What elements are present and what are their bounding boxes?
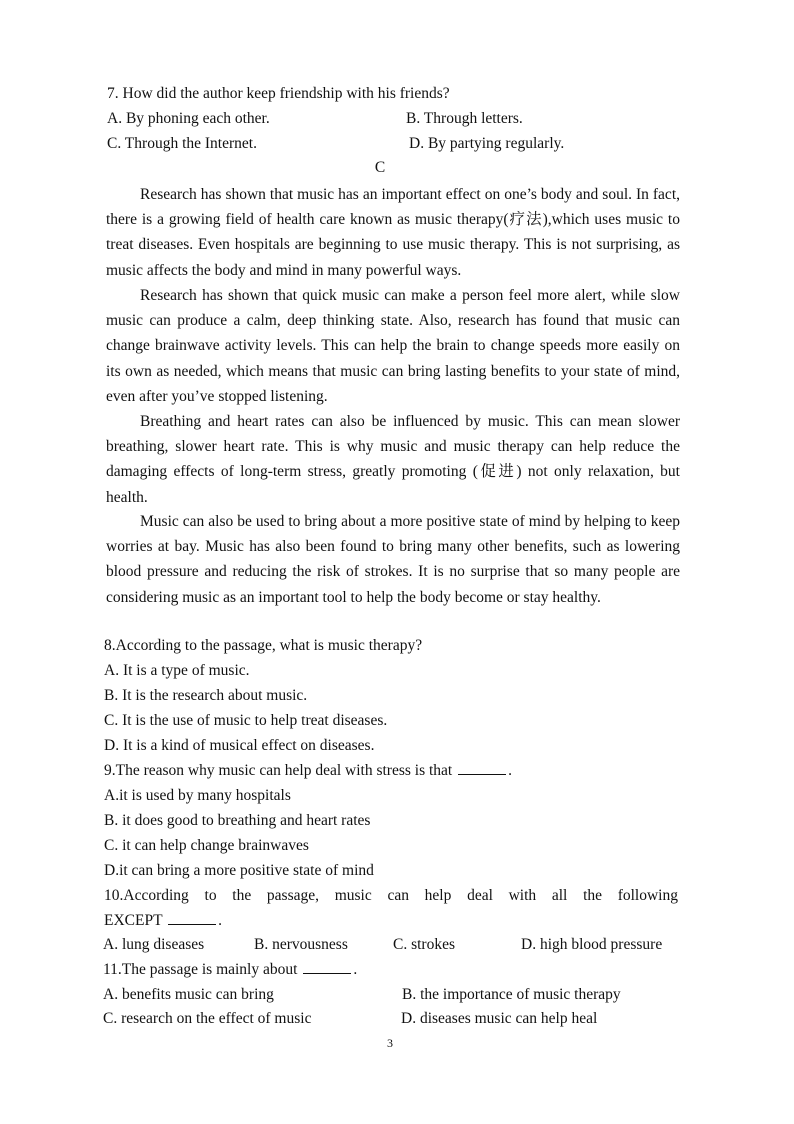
section-heading: C [374,159,386,176]
page-number: 3 [387,1036,393,1050]
q10-option-d: D. high blood pressure [521,936,663,953]
question-8: 8.According to the passage, what is music therapy? [104,637,423,654]
q8-option-a: A. It is a type of music. [104,662,250,679]
q8-option-d: D. It is a kind of musical effect on diseases. [104,737,375,754]
question-11 [103,960,357,980]
q11-option-b: B. the importance of music therapy [402,986,621,1003]
passage-paragraph-3: Breathing and heart rates can also be influenced by music. This can mean slower breathing, slower heart rate. This is why music and music therapy can help reduce the damaging effects of long-term stress, greatly promoting (促进) not only relaxation, but health. [106,413,680,506]
q7-option-d: D. By partying regularly. [409,135,565,152]
q9-option-c: C. it can help change brainwaves [104,837,309,854]
q11-option-a: A. benefits music can bring [103,986,274,1003]
q9-option-b: B. it does good to breathing and heart rates [104,812,371,829]
q11-option-d: D. diseases music can help heal [401,1010,598,1027]
answer-blank [458,762,506,775]
q9-option-a: A.it is used by many hospitals [104,787,291,804]
passage-paragraph-2: Research has shown that quick music can make a person feel more alert, while slow music can produce a calm, deep thinking state. Also, research has found that music can change brainwave activity levels. This can help the brain to change speeds more easily on its own as needed, which means that music can bring lasting benefits to your state of mind, even after you’ve stopped listening. [106,287,680,405]
question-11-end: . [353,961,358,978]
q8-option-c: C. It is the use of music to help treat diseases. [104,712,388,729]
answer-blank [168,912,216,925]
q10-option-a: A. lung diseases [103,936,205,953]
question-10-line-2 [104,911,222,931]
q11-option-c: C. research on the effect of music [103,1010,312,1027]
q7-option-a: A. By phoning each other. [107,110,270,127]
q9-option-d: D.it can bring a more positive state of mind [104,862,374,879]
passage-paragraph-1: Research has shown that music has an important effect on one’s body and soul. In fact, there is a growing field of health care known as music therapy(疗法),which uses music to treat diseases. Even hospitals are beginning to use music therapy. This is not surprising, as music affects the body and mind in many powerful ways. [106,186,680,279]
answer-blank [303,961,351,974]
passage-paragraph-4: Music can also be used to bring about a more positive state of mind by helping to keep worries at bay. Music has also been found to bring many other benefits, such as lowering blood pressure and reducing the risk of strokes. It is no surprise that so many people are considering music as an important tool to help the body become or stay healthy. [106,513,680,606]
q10-option-c: C. strokes [393,936,455,953]
question-10-except: EXCEPT [104,912,163,929]
q7-option-b: B. Through letters. [406,110,523,127]
question-11-text: 11.The passage is mainly about [103,961,298,978]
question-10-end: . [218,912,223,929]
question-9 [104,761,512,781]
question-9-text: 9.The reason why music can help deal with stress is that [104,762,453,779]
q8-option-b: B. It is the research about music. [104,687,308,704]
q7-option-c: C. Through the Internet. [107,135,257,152]
question-7: 7. How did the author keep friendship with his friends? [107,85,450,102]
question-10-line-1: 10.According to the passage, music can help deal with all the following [104,887,678,904]
question-9-end: . [508,762,512,779]
q10-option-b: B. nervousness [254,936,348,953]
